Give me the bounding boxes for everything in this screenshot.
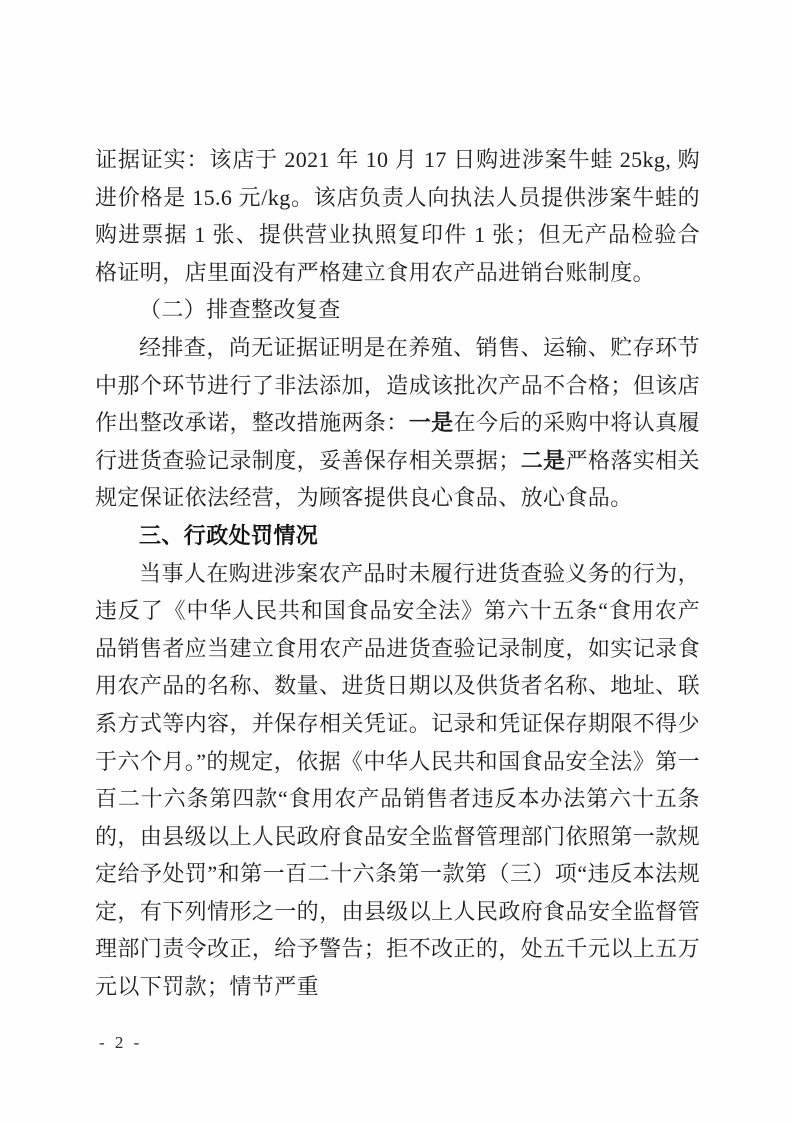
- rectification-measure-one-text: 在今后的采购中将认真履行进货查验记录制度，妥善保存相关票据；: [95, 410, 700, 473]
- paragraph-penalty-legal-basis: 当事人在购进涉案农产品时未履行进货查验义务的行为，违反了《中华人民共和国食品安全法》第六十五条“食用农产品销售者应当建立食用农产品进货查验记录制度，如实记录食用农产品的名称、数量、进货日期以及供货者名称、地址、联系方式等内容，并保存相关凭证。记录和凭证保存期限不得少于六个月。”的规定，依据《中华人民共和国食品安全法》第一百二十六条第四款“食用农产品销售者违反本办法第六十五条的，由县级以上人民政府食品安全监督管理部门依照第一款规定给予处罚”和第一百二十六条第一款第（三）项“违反本法规定，有下列情形之一的，由县级以上人民政府食品安全监督管理部门责令改正，给予警告；拒不改正的，处五千元以上五万元以下罚款；情节严重: [95, 560, 700, 1000]
- page-number: - 2 -: [99, 1033, 143, 1052]
- paragraph-evidence: 证据证实：该店于 2021 年 10 月 17 日购进涉案牛蛙 25kg, 购进价格是 15.6 元/kg。该店负责人向执法人员提供涉案牛蛙的购进票据 1 张、提供营业执照复印件 1 张；但无产品检验合格证明，店里面没有严格建立食用农产品进销台账制度。: [95, 147, 700, 285]
- subsection-heading-recheck: （二）排查整改复查: [139, 297, 341, 323]
- paragraph-rectification: [95, 329, 700, 517]
- rectification-lead-text: 经排查，尚无证据证明是在养殖、销售、运输、贮存环节中那个环节进行了非法添加，造成该批次产品不合格；但该店作出整改承诺，整改措施两条：: [95, 334, 700, 436]
- rectification-measure-two-text: 严格落实相关规定保证依法经营，为顾客提供良心食品、放心食品。: [95, 447, 700, 511]
- section-heading-penalty: 三、行政处罚情况: [139, 522, 319, 548]
- rectification-measure-two-label: 二是: [520, 447, 566, 473]
- rectification-measure-one-label: 一是: [408, 410, 454, 436]
- document-body: [95, 141, 700, 1006]
